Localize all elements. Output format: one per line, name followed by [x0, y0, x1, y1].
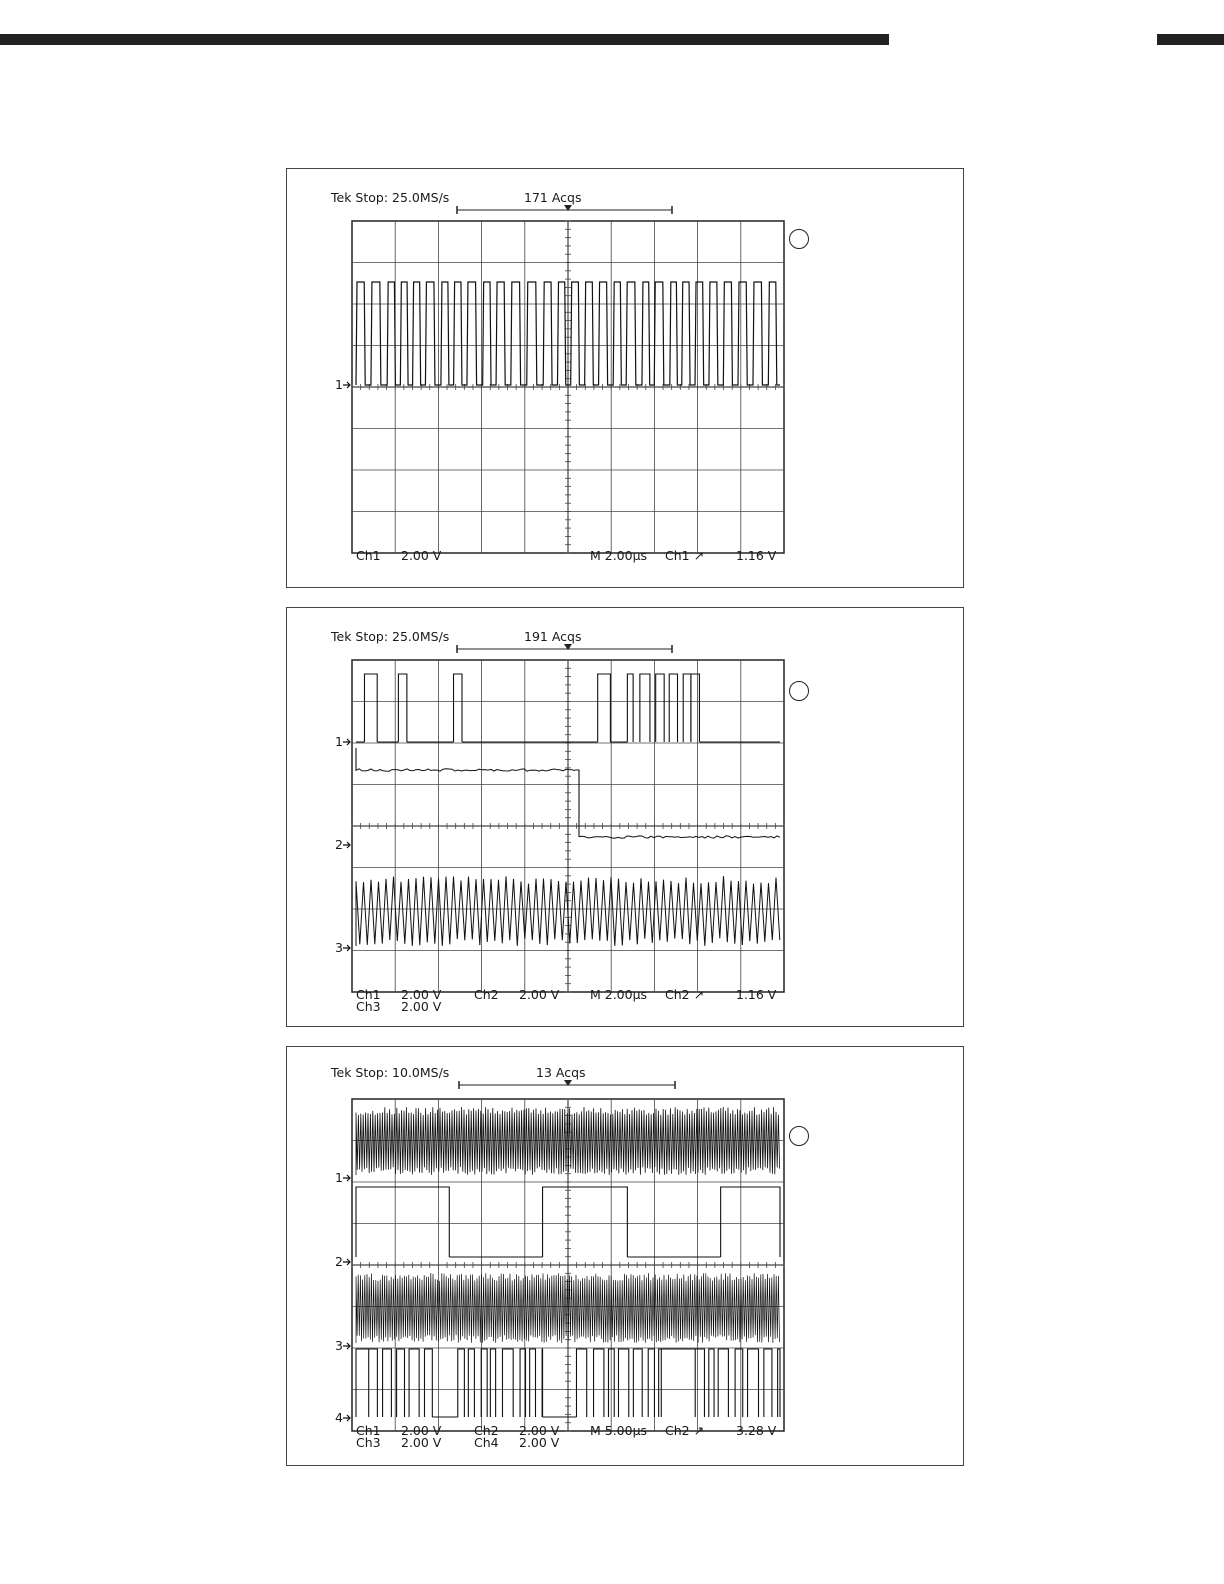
channel-markers — [335, 1170, 350, 1425]
scope-footer-field: 3.28 V — [736, 1423, 777, 1438]
channel-marker-arrow-icon — [343, 1343, 350, 1349]
scope-footer-field: 2.00 V — [519, 1423, 560, 1438]
scope-footer-field: Ch2 ↗ — [665, 1423, 705, 1438]
channel-marker-arrow-icon — [343, 945, 350, 951]
channel-marker-label: 2 — [335, 1254, 343, 1269]
scope-footer-field: Ch2 ↗ — [665, 987, 705, 1002]
scope-screen-2 — [287, 608, 965, 1028]
scope-footer-field: 2.00 V — [519, 987, 560, 1002]
scope-footer-field: Ch1 ↗ — [665, 548, 705, 563]
scope-header-label: Tek Stop: 25.0MS/s — [331, 629, 450, 644]
channel-markers — [335, 734, 350, 955]
graticule — [352, 205, 784, 553]
scope-footer — [356, 1423, 777, 1450]
scope-footer-field: Ch1 — [356, 548, 381, 563]
channel-marker-label: 1 — [335, 734, 343, 749]
oscilloscope-figure-1 — [286, 168, 964, 588]
scope-header-label: Tek Stop: 25.0MS/s — [331, 190, 450, 205]
channel-marker-label: 3 — [335, 940, 343, 955]
scope-screen-1 — [287, 169, 965, 589]
circle-marker — [789, 681, 809, 701]
channel-marker-label: 1 — [335, 377, 343, 392]
header-rule — [0, 34, 889, 45]
ch2-waveform — [579, 836, 780, 838]
scope-acqs-label: 191 Acqs — [524, 629, 582, 644]
scope-footer-field: Ch2 — [474, 1423, 499, 1438]
channel-marker-label: 3 — [335, 1338, 343, 1353]
scope-footer — [356, 548, 777, 563]
scope-footer-field: 2.00 V — [401, 1435, 442, 1450]
scope-screen-3 — [287, 1047, 965, 1467]
channel-marker-arrow-icon — [343, 1415, 350, 1421]
channel-marker-label: 2 — [335, 837, 343, 852]
scope-footer-field: Ch2 — [474, 987, 499, 1002]
circle-marker — [789, 229, 809, 249]
channel-marker-arrow-icon — [343, 1175, 350, 1181]
scope-footer-field: Ch1 — [356, 987, 381, 1002]
circle-marker — [789, 1126, 809, 1146]
scope-footer-field: 1.16 V — [736, 548, 777, 563]
scope-footer-field: 1.16 V — [736, 987, 777, 1002]
channel-markers — [335, 377, 350, 392]
scope-footer-field: 2.00 V — [401, 548, 442, 563]
oscilloscope-figure-2 — [286, 607, 964, 1027]
scope-footer-field: M 2.00µs — [590, 548, 648, 563]
channel-marker-arrow-icon — [343, 842, 350, 848]
channel-marker-arrow-icon — [343, 1259, 350, 1265]
channel-marker-label: 4 — [335, 1410, 343, 1425]
scope-footer-field: 2.00 V — [401, 999, 442, 1014]
scope-footer — [356, 987, 777, 1014]
scope-footer-field: Ch4 — [474, 1435, 499, 1450]
oscilloscope-figure-3 — [286, 1046, 964, 1466]
scope-footer-field: 2.00 V — [401, 987, 442, 1002]
scope-footer-field: M 2.00µs — [590, 987, 648, 1002]
scope-header-label: Tek Stop: 10.0MS/s — [331, 1065, 450, 1080]
graticule — [352, 644, 784, 992]
channel-marker-label: 1 — [335, 1170, 343, 1185]
scope-footer-field: Ch1 — [356, 1423, 381, 1438]
scope-footer-field: M 5.00µs — [590, 1423, 648, 1438]
header-rule-right — [1157, 34, 1224, 45]
scope-footer-field: Ch3 — [356, 1435, 381, 1450]
ch2-waveform — [356, 769, 575, 771]
scope-footer-field: Ch3 — [356, 999, 381, 1014]
scope-acqs-label: 13 Acqs — [536, 1065, 586, 1080]
channel-marker-arrow-icon — [343, 739, 350, 745]
channel-marker-arrow-icon — [343, 382, 350, 388]
scope-acqs-label: 171 Acqs — [524, 190, 582, 205]
scope-footer-field: 2.00 V — [401, 1423, 442, 1438]
scope-footer-field: 2.00 V — [519, 1435, 560, 1450]
